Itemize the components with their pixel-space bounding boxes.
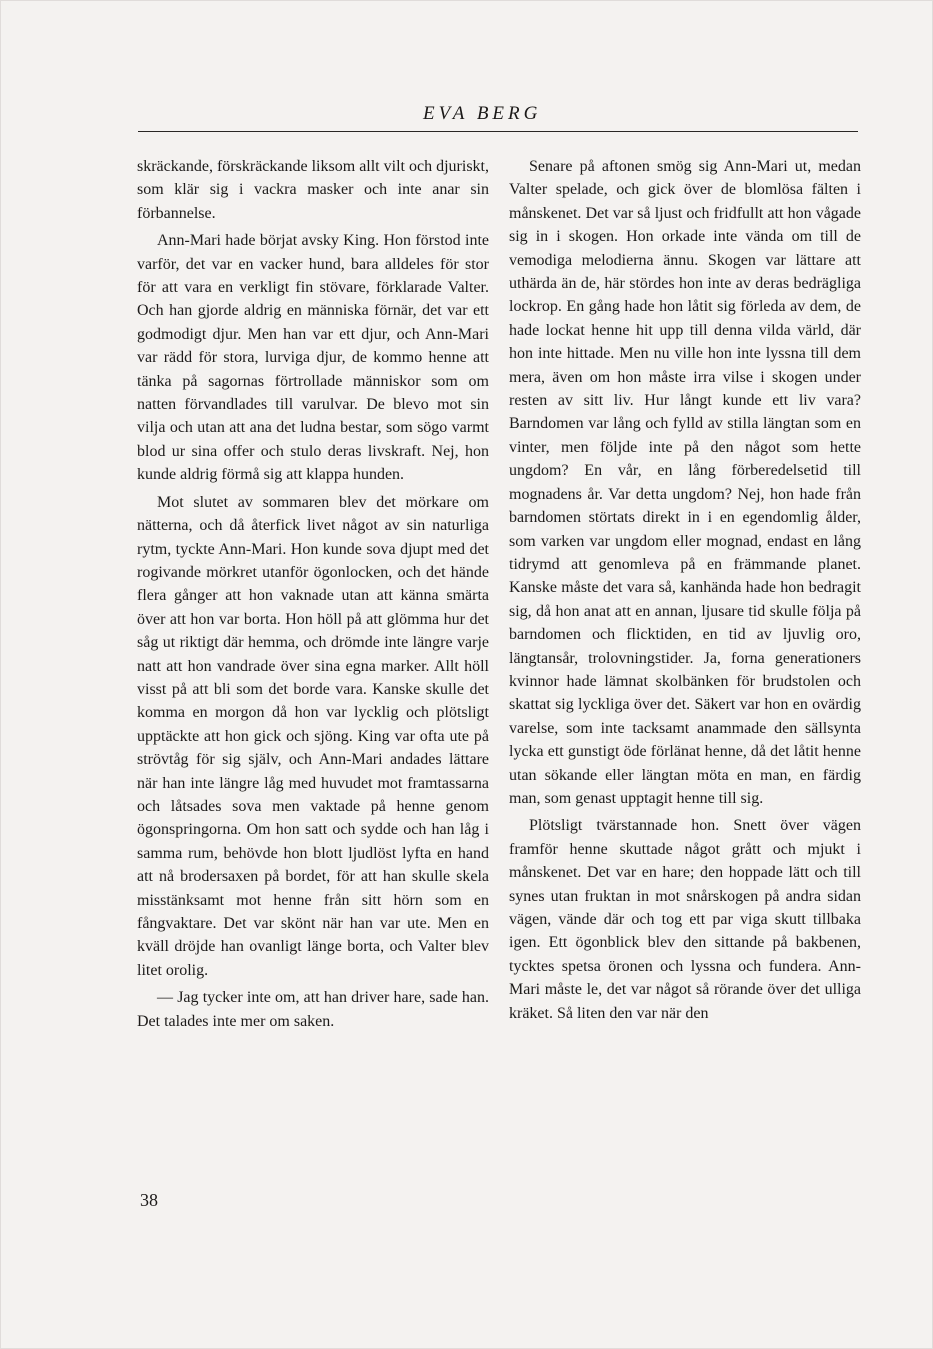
right-column bbox=[509, 155, 861, 1025]
left-paragraph-1: skräckande, förskräckande liksom allt vilt och djuriskt, som klär sig i vackra masker och inte anar sin förbannelse. bbox=[137, 158, 489, 222]
running-header bbox=[138, 101, 858, 132]
header-title: EVA BERG bbox=[423, 103, 542, 124]
right-paragraph-2: Plötsligt tvärstannade hon. Snett över vägen framför henne skuttade något grått och mjukt i månskenet. Det var en hare; den hoppade lätt och till synes utan fruktan in mot snårskogen på andra sidan vägen, vände där och tog ett par viga skutt tillbaka igen. Ett ögonblick blev den sittande på bakbenen, tycktes spetsa öronen och lyssna och fundera. Ann-Mari måste le, det var något så rörande över det ulliga kräket. Så liten den var när den bbox=[509, 817, 861, 1022]
left-paragraph-4: — Jag tycker inte om, att han driver hare, sade han. Det talades inte mer om saken. bbox=[137, 989, 489, 1030]
left-paragraph-3: Mot slutet av sommaren blev det mörkare om nätterna, och då återfick livet något av sin naturliga rytm, tyckte Ann-Mari. Hon kunde sova djupt med det rogivande mörkret utanför ögonlocken, och det hände flera gånger att hon vaknade utan att känna smärta över att hon var borta. Hon höll på att glömma hur det såg ut riktigt där hemma, och drömde inte längre varje natt att hon vandrade över sina egna marker. Allt höll visst på att bli som det borde vara. Kanske skulle det komma en morgon då hon var lycklig och plötsligt upptäckte att hon gick och sjöng. King var ofta ute på strövtåg för sig själv, och Ann-Mari andades lättare när han inte längre låg med huvudet mot framtassarna och låtsades sova men vaktade på henne genom ögonspringorna. Om hon satt och sydde och han låg i samma rum, behövde hon blott ljudlöst lyfta en hand att nå brodersaxen på bordet, för att han skulle skela misstänksamt mot henne från sitt hörn som en fångvaktare. Det var skönt när han var ute. Men en kväll dröjde han ovanligt länge borta, och Valter blev litet orolig. bbox=[137, 493, 489, 979]
page-number: 38 bbox=[140, 1190, 158, 1210]
left-paragraph-2: Ann-Mari hade börjat avsky King. Hon förstod inte varför, det var en vacker hund, bara alldeles för stor för att vara en verkligt fin stövare, förklarade Valter. Och han gjorde aldrig en människa förnär, det var ett godmodigt djur. Men han var ett djur, och Ann-Mari var rädd för stora, lurviga djur, de kommo henne att tänka på sagornas förtrollade människor som om natten förvandlades till varulvar. De blevo mot sin vilja och utan att ana det ludna bestar, som sögo varmt blod ur sina offer och stulo deras livskraft. Nej, hon kunde aldrig förmå sig att klappa hunden. bbox=[137, 232, 489, 484]
left-column bbox=[137, 155, 489, 1033]
right-paragraph-1: Senare på aftonen smög sig Ann-Mari ut, medan Valter spelade, och gick över de blomlösa fälten i månskenet. Det var så ljust och fridfullt att hon vågade sig in i skogen. Hon orkade inte vända om till de vemodiga melodierna ännu. Skogen var lättare att uthärda än de, här stördes hon inte av deras bedrägliga lockrop. En gång hade hon låtit sig förleda av dem, de hade lockat henne hit upp till denna vilda värld, där hon inte hittade. Men nu ville hon inte lyssna till dem mera, även om hon måste irra vilse i skogen under resten av sitt liv. Hur långt kunde ett liv vara? Barndomen var lång och fylld av stilla längtan som en vinter, men följde inte på den något som hette ungdom? En vår, en lång förberedelsetid till mognadens år. Var detta ungdom? Nej, hon hade från barndomen störtats direkt in i en egendomlig ålder, som varken var ungdom eller mognad, endast en lång tidrymd att genomleva på en främmande planet. Kanske måste det vara så, kanhända hade hon bedragit sig, då hon anat att en annan, ljusare tid skulle följa på barndomen och flicktiden, en tid av ljuvlig oro, längtansår, trolovningstider. Ja, forna generationers kvinnor hade lämnat skolbänken för brudstolen och skattat sig lyckliga över det. Säkert var hon en ovärdig varelse, som inte tacksamt anammade den sällsynta lycka ett gunstigt öde förlänat henne, då det låtit henne utan sökande eller längtan möta en man, en färdig man, som genast upptagit henne till sig. bbox=[509, 158, 861, 807]
